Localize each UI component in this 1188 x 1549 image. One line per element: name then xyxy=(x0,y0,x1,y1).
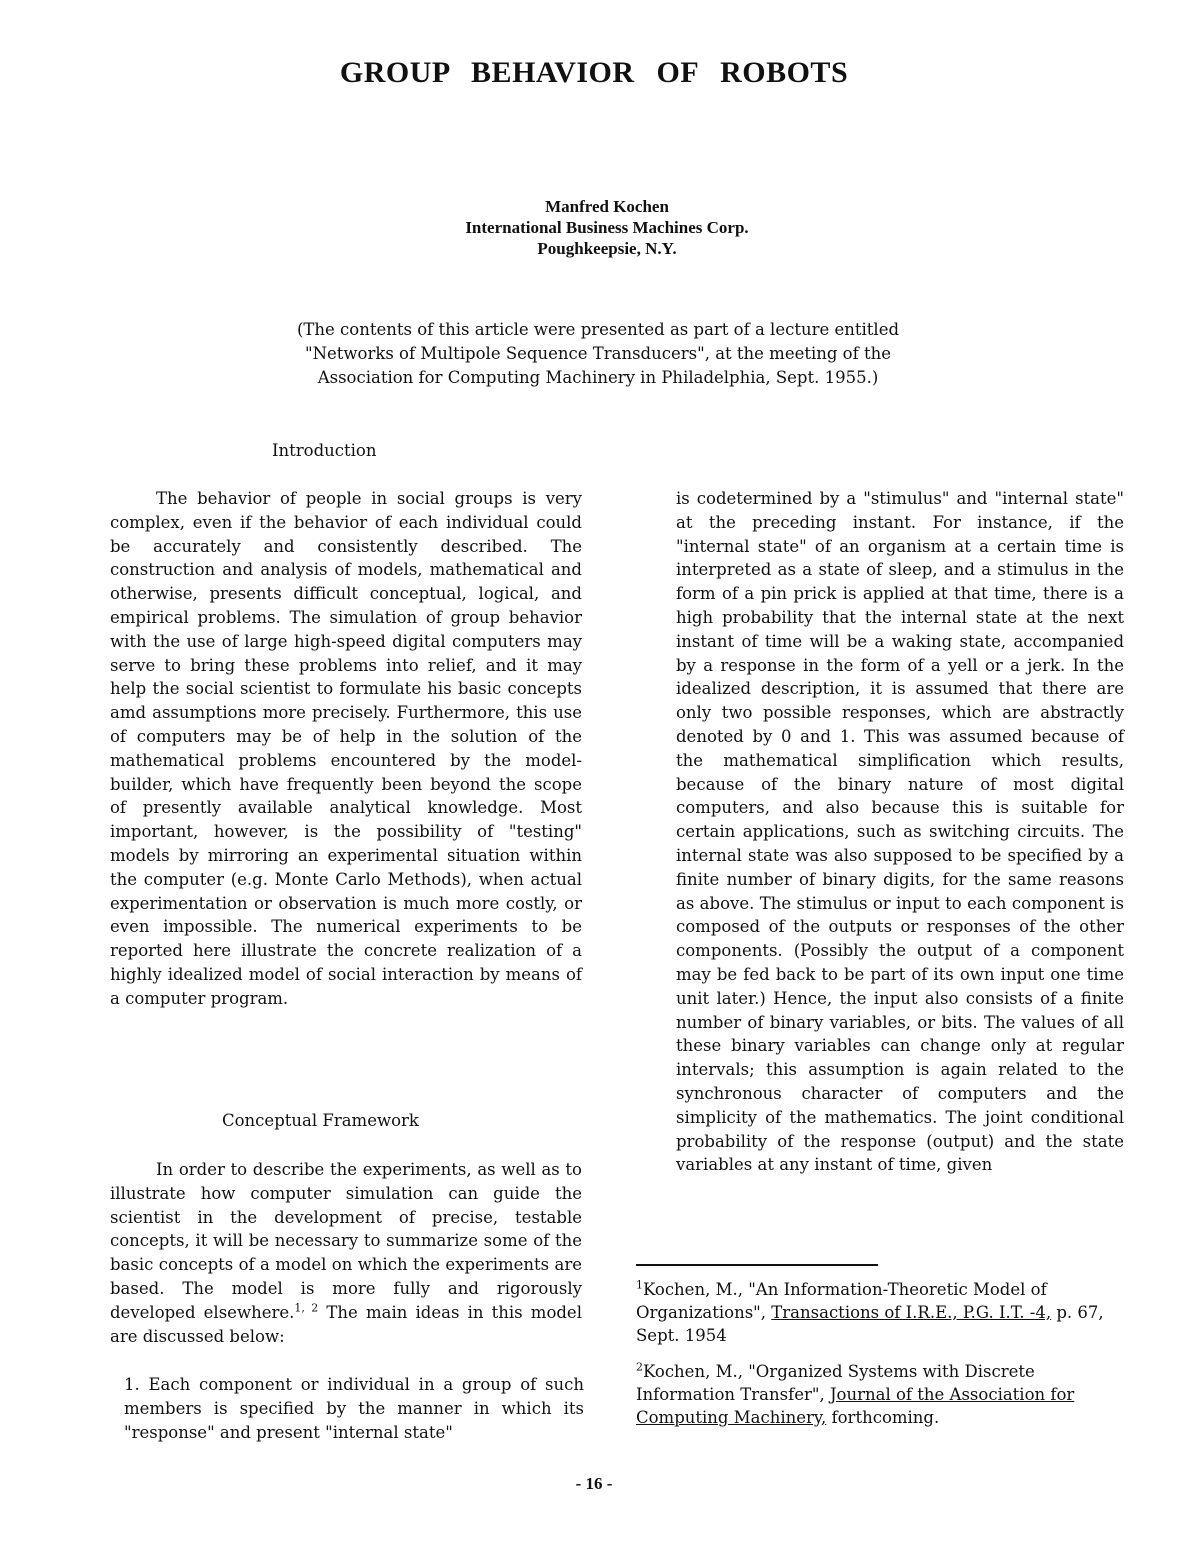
author-location: Poughkeepsie, N.Y. xyxy=(537,239,677,258)
intro-paragraph: The behavior of people in social groups is very complex, even if the behavior of each individual could be accurately and consistently described. The construction and analysis of models, mathematical and otherwise, presents difficult conceptual, logical, and empirical problems. The simulation of group behavior with the use of large high-speed digital computers may serve to bring these problems into relief, and it may help the social scientist to formulate his basic concepts amd assumptions more precisely. Furthermore, this use of computers may be of help in the solution of the mathematical problems encountered by the model-builder, which have frequently been beyond the scope of presently available analytical knowledge. Most important, however, is the possibility of "testing" models by mirroring an experimental situation within the computer (e.g. Monte Carlo Methods), when actual experimentation or observation is much more costly, or even impossible. The numerical experiments to be reported here illustrate the concrete realization of a highly idealized model of social interaction by means of a computer program. xyxy=(110,489,582,1008)
framework-reference-marks: 1, 2 xyxy=(294,1301,319,1315)
footnote-1-venue: Transactions of I.R.E., P.G. I.T. -4, xyxy=(771,1303,1052,1322)
note-line-3: Association for Computing Machinery in Philadelphia, Sept. 1955.) xyxy=(317,368,879,387)
framework-paragraph-text: In order to describe the experiments, as well as to illustrate how computer simulation can guide the scientist in the development of precise, testable concepts, it will be necessary to summarize some of the basic concepts of a model on which the experiments are based. The model is more fully and rigorously developed elsewhere. xyxy=(110,1160,582,1322)
footnote-1-authors: Kochen, M., "An Information-Theoretic Model of Organizations", xyxy=(636,1280,1047,1322)
right-column xyxy=(676,487,1124,1177)
framework-paragraph-end: The main ideas in this model are discussed below: xyxy=(110,1302,582,1346)
right-column-paragraph: is codetermined by a "stimulus" and "internal state" at the preceding instant. For instance, if the "internal state" of an organism at a certain time is interpreted as a state of sleep, and a stimulus in the form of a pin prick is applied at that time, there is a high probability that the internal state at the next instant of time will be a waking state, accompanied by a response in the form of a yell or a jerk. In the idealized description, it is assumed that there are only two possible responses, which are abstractly denoted by 0 and 1. This was assumed because of the mathematical simplification which results, because of the binary nature of most digital computers, and also because this is suitable for certain applications, such as switching circuits. The internal state was also supposed to be specified by a finite number of binary digits, for the same reasons as above. The stimulus or input to each component is composed of the outputs or responses of the other components. (Possibly the output of a component may be fed back to be part of its own input one time unit later.) Hence, the input also consists of a finite number of binary variables, or bits. The values of all these binary variables can change only at regular intervals; this assumption is again related to the synchronous character of computers and the simplicity of the mathematics. The joint conditional probability of the response (output) and the state variables at any instant of time, given xyxy=(676,489,1124,1175)
page-number: - 16 - xyxy=(575,1474,613,1493)
intro-column xyxy=(110,487,582,1011)
footnote-2-venue: Journal of the Association for Computing Machinery, xyxy=(636,1385,1075,1427)
framework-column xyxy=(110,1158,582,1348)
author-affiliation: International Business Machines Corp. xyxy=(465,218,749,237)
framework-paragraph xyxy=(110,1158,582,1348)
footnote-2-authors: Kochen, M., "Organized Systems with Discrete Information Transfer", xyxy=(636,1362,1035,1404)
footnote-1 xyxy=(636,1278,1116,1347)
section-heading-introduction: Introduction xyxy=(272,441,377,460)
section-heading-framework: Conceptual Framework xyxy=(222,1111,419,1130)
author-name: Manfred Kochen xyxy=(545,197,669,216)
presentation-note xyxy=(238,318,958,390)
author-block xyxy=(0,196,1188,259)
footnote-2-mark: 2 xyxy=(636,1360,643,1374)
list-item-1-text: 1. Each component or individual in a group of such members is specified by the manner in which its "response" and present "internal state" xyxy=(124,1375,584,1442)
note-line-1: (The contents of this article were presented as part of a lecture entitled xyxy=(296,320,900,339)
list-item-1 xyxy=(124,1373,584,1444)
footnote-1-details: p. 67, Sept. 1954 xyxy=(636,1303,1104,1345)
note-line-2: "Networks of Multipole Sequence Transducers", at the meeting of the xyxy=(304,344,891,363)
footnote-2 xyxy=(636,1360,1116,1429)
paper-title: GROUP BEHAVIOR OF ROBOTS xyxy=(339,56,849,89)
footnote-2-details: forthcoming. xyxy=(831,1408,940,1427)
footnote-rule xyxy=(636,1264,878,1266)
footnote-1-mark: 1 xyxy=(636,1278,643,1292)
